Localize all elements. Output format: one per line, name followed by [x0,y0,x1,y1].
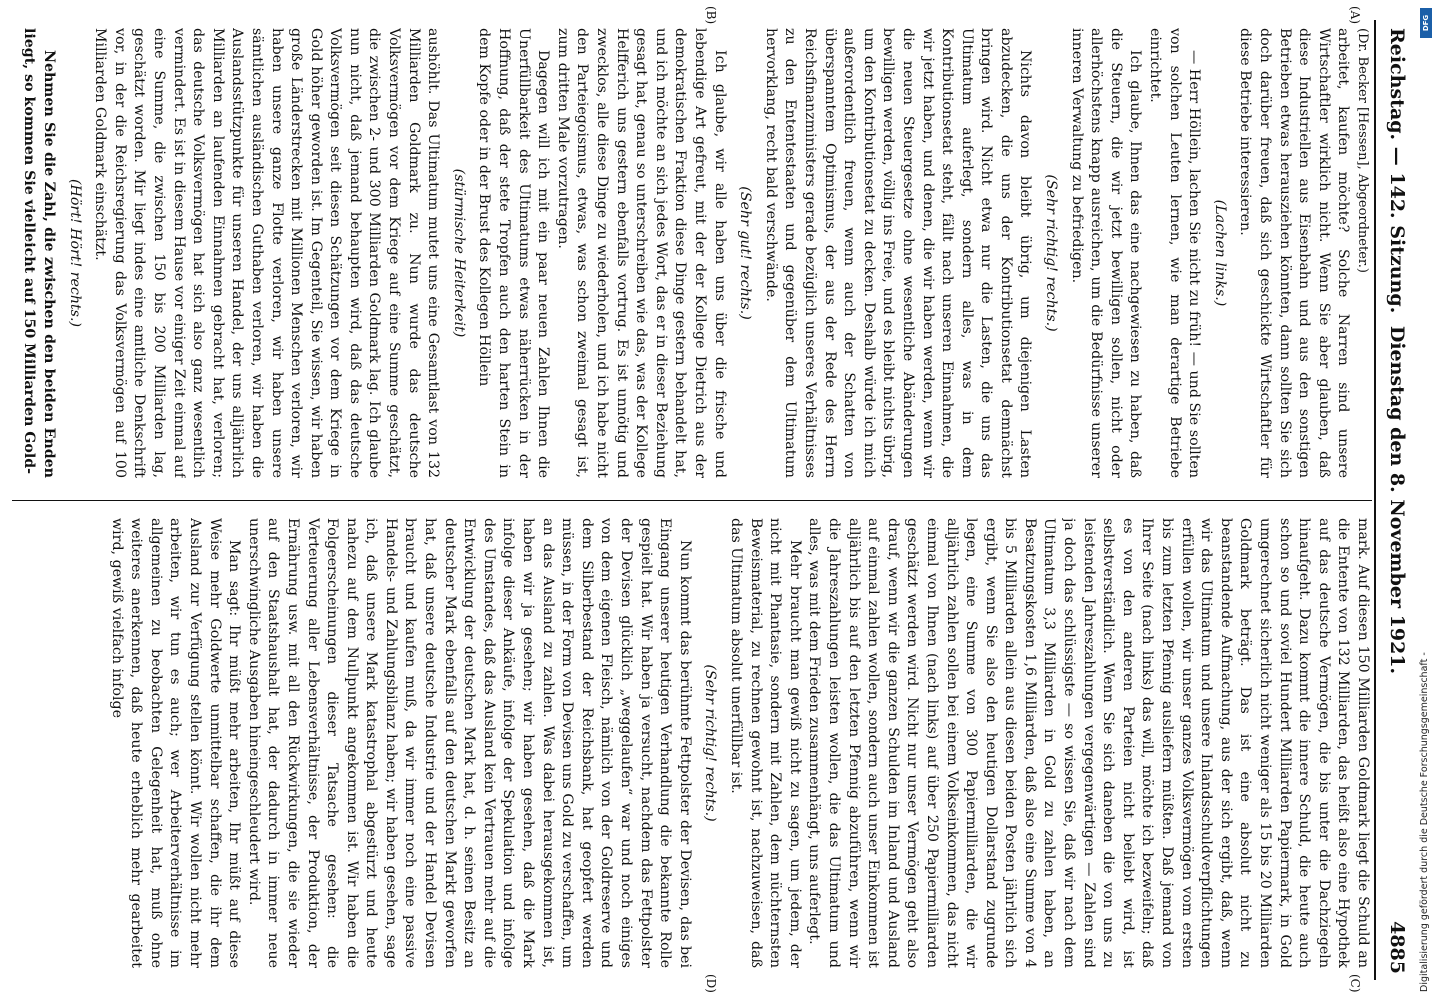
paragraph: mark. Auf diesen 150 Milliarden Goldmark liegt die Schuld an die Entente von 132 Milliarden, das heißt also eine Hypothek auf das deutsche Vermögen, die bis unter die Dachziegeln hinaufgeht. Dazu kommt die innere Schuld, die heute auch schon so und soviel Hundert Milliarden Papiermark, in Gold umgerechnet sicherlich nicht weniger als 15 bis 20 Milliarden Goldmark beträgt. Das ist eine absolut nicht zu beanstandende Aufmachung, aus der sich ergibt, daß, wenn wir das Ultimatum und unsere Inlandsschuldverpflichtungen erfüllen wollen, wir unser ganzes Volksvermögen vom ersten bis zum letzten Pfennig ausliefern müßten. Daß jemand von Ihrer Seite (nach links) das will, möchte ich bezweifeln; daß es von den anderen Parteien nicht beliebt wird, ist selbstverständlich. Wenn Sie sich daneben die von uns zu leistenden Jahreszahlungen vergegenwärtigen — Zahlen sind ja doch das schlüssigste — so wissen Sie, daß wir nach dem Ultimatum 3,3 Milliarden in Gold zu zahlen haben, an Besatzungskosten 1,6 Milliarden, daß also eine Summe von 4 bis 5 Milliarden allein aus diesen beiden Posten jährlich sich ergibt, wenn Sie also den heutigen Dollarstand zugrunde legen, eine Summe von 300 Papiermilliarden, die wir alljährlich zahlen sollen bei einem Volkseinkommen, das nicht einmal von Ihnen (nach links) auf über 250 Papiermilliarden geschätzt werden wird. Nicht nur unser Vermögen geht also drauf, wenn wir die ganzen Schulden im Inland und Ausland auf einmal zahlen wollen, sondern auch unser Einkommen ist alljährlich bis auf den letzten Pfennig abzuführen, wenn wir die Jahreszahlungen leisten wollen, die das Ultimatum und alles, was mit dem Frieden zusammenhängt, uns auferlegt. [806,518,1371,968]
page-header [1374,20,1414,980]
header-left: Reichstag. — 142. Sitzung. [1386,28,1408,314]
margin-letter-b: (B) [704,6,718,25]
header-date: Dienstag den 8. November 1921. [1386,325,1408,675]
header-rule [1374,20,1376,980]
paragraph: Mehr braucht man gewiß nicht zu sagen, um jedem, der nicht mit Phantasie, sondern mit Zahlen, dem nüchternsten Beweismaterial, zu rechnen gewohnt ist, nachzuweisen, daß das Ultimatum absolut unerfüllbar ist. [728,518,803,968]
paragraph: Ich glaube, wir alle haben uns über die frische und lebendige Art gefreut, mit der der Kollege Dietrich aus der demokratischen Fraktion diese Dinge gestern behandelt hat, und ich möchte an sich jedes Wort, das er in dieser Beziehung gesagt hat, genau so unterschreiben wie das, was der Kollege Helfferich uns gestern ebenfalls vortrug. Es ist unnötig und zwecklos, alle diese Dinge zu wiederholen, und ich habe nicht den Parteiegoismus, etwas, was schon zweimal gesagt ist, zum dritten Male vorzutragen. [554,28,728,478]
paragraph: Nichts davon bleibt übrig, um diejenigen Lasten abzudecken, die uns der Kontributionsetat demnächst bringen wird. Nicht etwa nur die Lasten, die uns das Ultimatum auferlegt, sondern alles, was in dem Kontributionsetat steht, fällt nach unseren Einnahmen, die wir jetzt haben, und denen, die wir haben werden, wenn wir die neuen Steuergesetze ohne wesentliche Abänderungen bewilligen werden, völlig ins Freie, und es bleibt nichts übrig, um den Kontributionsetat zu decken. Deshalb würde ich mich außerordentlich freuen, wenn auch der Schatten von überspanntem Optimismus, der aus der Rede des Herrn Reichsfinanzministers gerade bezüglich unseres Verhältnisses zu den Ententestaaten und gegenüber dem Ultimatum hervorklang, recht bald verschwände. [762,28,1034,478]
dfg-logo [1420,8,1432,38]
paragraph: Man sagt: Ihr müßt mehr arbeiten, Ihr müßt auf diese Weise mehr Goldwerte unmittelbar schaffen, die ihr dem Ausland zur Verfügung stellen könnt. Wir wollen nicht mehr arbeiten, wir tun es auch; wer Arbeiterverhältnisse im allgemeinen zu beobachten Gelegenheit hat, muß ohne weiteres anerkennen, daß heute erheblich mehr gearbeitet wird, gewiß vielfach infolge [108,518,243,968]
newspaper-page [0,6,1434,993]
paragraph: Nun kommt das berühmte Fettpolster der Devisen, das bei Eingang unserer heutigen Verhandlung die bekannte Rolle gespielt hat. Wir haben ja versucht, nachdem das Fettpolster der Devisen glücklich „weggelaufen“ war und noch einiges von dem eigenen Fleisch, nämlich von der Goldreserve und dem Silberbestand der Reichsbank, hat geopfert werden müssen, in der Form von Devisen uns Gold zu verschaffen, um an das Ausland zu zahlen. Was dabei herausgekommen ist, haben wir ja gesehen; wir haben gesehen, daß die Mark infolge dieser Ankäufe, infolge der Spekulation und infolge des Umstandes, daß das Ausland kein Vertrauen mehr auf die Entwicklung der deutschen Mark hat, d. h. seinen Besitz an deutscher Mark ebenfalls auf den deutschen Markt geworfen hat, daß unsere deutsche Industrie und der Handel Devisen braucht und kaufen muß, da wir immer noch eine passive Handels- und Zahlungsbilanz haben; wir haben gesehen, sage ich, daß unsere Mark katastrophal abgestürzt und heute nahezu auf dem Nullpunkt angekommen ist. Wir haben die Folgeerscheinungen dieser Tatsache gesehen: die Verteuerung aller Lebensverhältnisse, der Produktion, der Ernährung usw. mit all den Rückwirkungen, die sie wieder auf den Staatshaushalt hat, der dadurch in immer neue unerschwingliche Ausgaben hineingeschleudert wird. [245,518,693,968]
reaction: (stürmische Heiterkeit) [450,168,467,338]
paragraph: — Herr Höllein, lachen Sie nicht zu früh! — und Sie sollten von solchen Leuten lernen, wie man derartige Betriebe einrichtet. [1147,28,1203,478]
paragraph: aushöhlt. Das Ultimatum mutet uns eine Gesamtlast von 132 Milliarden Goldmark zu. Nun wurde das deutsche Volksvermögen vor dem Kriege auf eine Summe geschätzt, die zwischen 2- und 300 Milliarden Goldmark lag. Ich glaube nun nicht, daß jemand behaupten wird, daß das deutsche Volksvermögen seit diesen Schätzungen vor dem Kriege in Gold höher geworden ist. Im Gegenteil, Sie wissen, wir haben große Länderstrecken mit Millionen Menschen verloren, wir haben unsere ganze Flotte verloren, wir haben unsere sämtlichen ausländischen Guthaben verloren, wir haben die Auslandsstützpunkte für unseren Handel, der uns alljährlich Milliarden an laufenden Einnahmen gebracht hat, verloren; das deutsche Volksvermögen hat sich also ganz wesentlich vermindert. Es ist in diesem Hause vor einiger Zeit einmal auf eine Summe, die zwischen 150 bis 200 Milliarden lag, geschätzt worden. Mir liegt indes eine amtliche Denkschrift vor, in der die Reichsregierung das Volksvermögen auf 100 Milliarden Goldmark einschätzt. [92,28,442,478]
dfg-logo-text: DFG [1422,14,1430,32]
reaction: (Lachen links.) [1211,199,1228,307]
reaction: (Sehr richtig! rechts.) [702,664,719,822]
page-number: 4885 [1386,921,1408,974]
right-column [12,518,1372,968]
speaker-info: (Dr. Becker [Hessen], Abgeordneter.) [1355,28,1370,273]
margin-letter-a: (A) [1348,6,1362,25]
reaction: (Sehr gut! rechts.) [737,186,754,320]
margin-letter-d: (D) [704,974,718,993]
credit-text: Digitalisierung gefördert durch die Deutsche Forschungsgemeinschaft - [1419,652,1430,992]
paragraph: Ich glaube, Ihnen das eine nachgewiesen zu haben, daß die Steuern, die wir jetzt bewilligen sollen, nicht oder allerhöchstens knapp ausreichen, um die Bedürfnisse unserer inneren Verwaltung zu befriedigen. [1068,28,1144,478]
left-column [12,28,1372,478]
paragraph: arbeitet, kaufen möchte? Solche Narren sind unsere Wirtschaftler wirklich nicht. Wenn Sie aber glauben, daß diese Industriellen aus Eisenbahn und aus den sonstigen Betrieben etwas herausziehen könnten, dann sollten Sie sich doch darüber freuen, daß sich geschickte Wirtschaftler für diese Betriebe interessieren. [1237,28,1352,478]
reaction: (Sehr richtig! rechts.) [1043,174,1060,332]
margin-letter-c: (C) [1348,974,1362,993]
reaction: (Hört! Hört! rechts.) [66,178,83,328]
column-divider [12,500,1372,501]
paragraph: Nehmen Sie die Zahl, die zwischen den beiden Enden liegt, so kommen Sie vielleicht auf 150 Milliarden Gold- [21,28,57,478]
paragraph: Dagegen will ich mit ein paar neuen Zahlen Ihnen die Unerfüllbarkeit des Ultimatums etwas näherrücken in der Hoffnung, daß der stete Tropfen auch den harten Stein in dem Kopfe oder in der Brust des Kollegen Höllein [476,28,552,478]
speaker-line [1352,28,1372,478]
digitization-credit [1418,8,1432,992]
